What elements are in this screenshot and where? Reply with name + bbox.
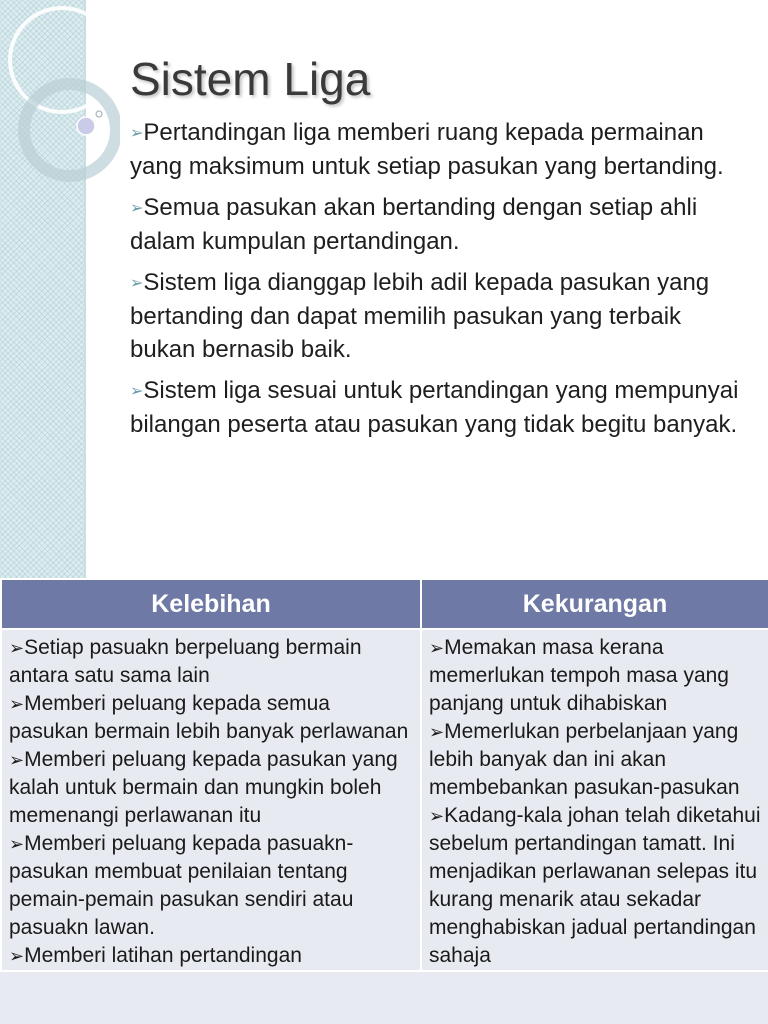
bullet-text: Pertandingan liga memberi ruang kepada permainan yang maksimum untuk setiap pasukan yang bertanding. [130,119,724,180]
bullet-text: Sistem liga sesuai untuk pertandingan yang mempunyai bilangan peserta atau pasukan yang tidak begitu banyak. [130,377,739,438]
table-header-row [1,579,768,629]
slide-title: Sistem Liga [130,53,371,105]
arrow-bullet-icon: ➢ [9,638,25,658]
bullet-item [130,266,750,366]
list-item-text: Memberi peluang kepada pasukan yang kalah untuk bermain dan mungkin boleh memenangi perlawanan itu [9,748,398,827]
list-item-text: Memberi latihan pertandingan [24,944,302,967]
kekurangan-cell [421,629,768,971]
list-item [9,942,414,970]
list-item [9,690,414,746]
list-item-text: Memerlukan perbelanjaan yang lebih banyak dan ini akan membebankan pasukan-pasukan [429,720,740,799]
table-row [1,629,768,971]
list-item [9,634,414,690]
header-kelebihan: Kelebihan [1,579,421,629]
header-kekurangan: Kekurangan [421,579,768,629]
arrow-bullet-icon: ➢ [9,834,25,854]
list-item [429,718,762,802]
list-item-text: Memakan masa kerana memerlukan tempoh masa yang panjang untuk dihabiskan [429,636,729,715]
bullet-text: Sistem liga dianggap lebih adil kepada pasukan yang bertanding dan dapat memilih pasukan yang terbaik bukan bernasib baik. [130,269,710,363]
arrow-bullet-icon: ➢ [9,694,25,714]
list-item-text: Memberi peluang kepada pasuakn-pasukan membuat penilaian tentang pemain-pemain pasukan sendiri atau pasuakn lawan. [9,832,354,939]
comparison-table [0,578,768,972]
arrow-bullet-icon: ➢ [429,638,445,658]
bullet-text: Semua pasukan akan bertanding dengan setiap ahli dalam kumpulan pertandingan. [130,194,698,255]
list-item [9,746,414,830]
arrow-bullet-icon: ➢ [429,722,445,742]
kelebihan-cell [1,629,421,971]
bullet-item [130,191,750,258]
bullet-item [130,116,750,183]
list-item [429,802,762,970]
list-item [429,634,762,718]
bullet-item [130,374,750,441]
comparison-table-container [0,578,768,1024]
arrow-bullet-icon: ➢ [130,200,144,217]
arrow-bullet-icon: ➢ [130,275,144,292]
list-item [9,830,414,942]
arrow-bullet-icon: ➢ [9,946,25,966]
arrow-bullet-icon: ➢ [130,125,144,142]
arrow-bullet-icon: ➢ [429,806,445,826]
bullet-list [130,116,750,449]
arrow-bullet-icon: ➢ [9,750,25,770]
arrow-bullet-icon: ➢ [130,383,144,400]
list-item-text: Kadang-kala johan telah diketahui sebelum pertandingan tamatt. Ini menjadikan perlawanan selepas itu kurang menarik atau sekadar menghabiskan jadual pertandingan sahaja [429,804,761,967]
decorative-circles-icon [0,0,120,200]
list-item-text: Memberi peluang kepada semua pasukan bermain lebih banyak perlawanan [9,692,409,743]
list-item-text: Setiap pasuakn berpeluang bermain antara satu sama lain [9,636,362,687]
